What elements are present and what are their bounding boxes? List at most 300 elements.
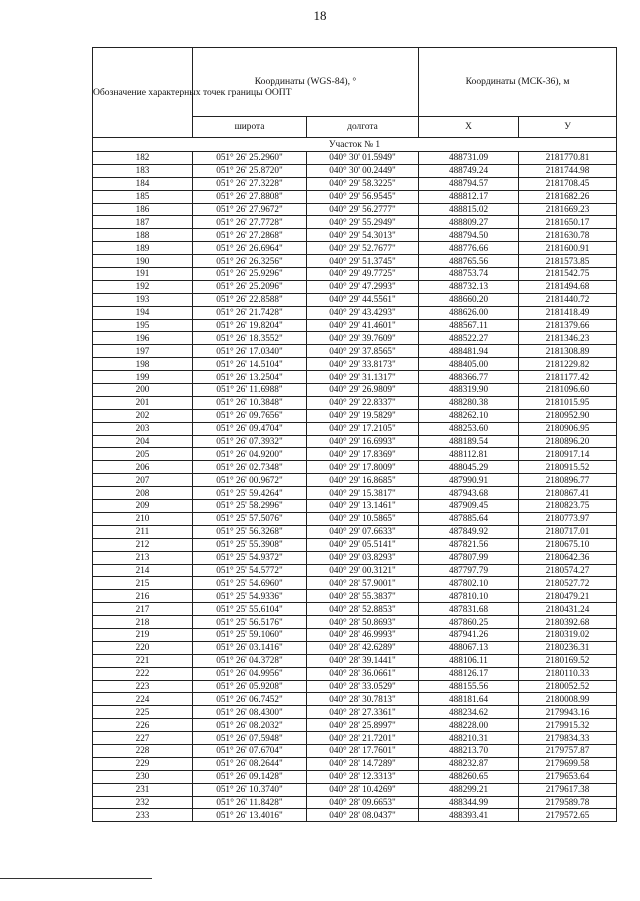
table-row xyxy=(93,152,617,165)
y-coordinate-cell: 2180896.20 xyxy=(519,435,617,448)
point-number-cell: 215 xyxy=(93,577,193,590)
longitude-cell: 040° 28' 08.0437" xyxy=(307,809,419,822)
y-coordinate-cell: 2180236.31 xyxy=(519,641,617,654)
table-row xyxy=(93,409,617,422)
y-coordinate-cell: 2180915.52 xyxy=(519,461,617,474)
y-coordinate-cell: 2180392.68 xyxy=(519,616,617,629)
x-coordinate-cell: 488234.62 xyxy=(419,706,519,719)
longitude-cell: 040° 29' 22.8337" xyxy=(307,396,419,409)
latitude-cell: 051° 26' 09.4704" xyxy=(193,422,307,435)
point-number-cell: 198 xyxy=(93,358,193,371)
latitude-cell: 051° 26' 27.8808" xyxy=(193,190,307,203)
y-coordinate-cell: 2180642.36 xyxy=(519,551,617,564)
x-coordinate-cell: 487849.92 xyxy=(419,525,519,538)
point-number-cell: 194 xyxy=(93,306,193,319)
longitude-cell: 040° 29' 00.3121" xyxy=(307,564,419,577)
table-row xyxy=(93,783,617,796)
table-row xyxy=(93,500,617,513)
latitude-cell: 051° 26' 22.8588" xyxy=(193,293,307,306)
longitude-cell: 040° 28' 39.1441" xyxy=(307,654,419,667)
table-row xyxy=(93,551,617,564)
longitude-cell: 040° 28' 12.3313" xyxy=(307,770,419,783)
header-wgs84: Координаты (WGS-84), ° xyxy=(193,48,419,117)
y-coordinate-cell: 2180110.33 xyxy=(519,667,617,680)
x-coordinate-cell: 488155.56 xyxy=(419,680,519,693)
latitude-cell: 051° 26' 13.4016" xyxy=(193,809,307,822)
latitude-cell: 051° 26' 04.9200" xyxy=(193,448,307,461)
longitude-cell: 040° 29' 56.9545" xyxy=(307,190,419,203)
longitude-cell: 040° 28' 36.0661" xyxy=(307,667,419,680)
latitude-cell: 051° 25' 54.6960" xyxy=(193,577,307,590)
x-coordinate-cell: 488765.56 xyxy=(419,255,519,268)
y-coordinate-cell: 2179757.87 xyxy=(519,744,617,757)
x-coordinate-cell: 487885.64 xyxy=(419,512,519,525)
table-row xyxy=(93,448,617,461)
table-row xyxy=(93,280,617,293)
y-coordinate-cell: 2180823.75 xyxy=(519,500,617,513)
table-row xyxy=(93,796,617,809)
longitude-cell: 040° 29' 43.4293" xyxy=(307,306,419,319)
y-coordinate-cell: 2179915.32 xyxy=(519,719,617,732)
y-coordinate-cell: 2181770.81 xyxy=(519,152,617,165)
y-coordinate-cell: 2180717.01 xyxy=(519,525,617,538)
point-number-cell: 187 xyxy=(93,216,193,229)
point-number-cell: 188 xyxy=(93,229,193,242)
table-row xyxy=(93,371,617,384)
y-coordinate-cell: 2180917.14 xyxy=(519,448,617,461)
table-row xyxy=(93,667,617,680)
table-row xyxy=(93,538,617,551)
table-row xyxy=(93,461,617,474)
x-coordinate-cell: 488344.99 xyxy=(419,796,519,809)
table-row xyxy=(93,190,617,203)
longitude-cell: 040° 29' 19.5829" xyxy=(307,409,419,422)
x-coordinate-cell: 488776.66 xyxy=(419,242,519,255)
latitude-cell: 051° 26' 09.7656" xyxy=(193,409,307,422)
x-coordinate-cell: 488794.50 xyxy=(419,229,519,242)
point-number-cell: 203 xyxy=(93,422,193,435)
point-number-cell: 200 xyxy=(93,384,193,397)
y-coordinate-cell: 2181177.42 xyxy=(519,371,617,384)
point-number-cell: 185 xyxy=(93,190,193,203)
latitude-cell: 051° 26' 07.5948" xyxy=(193,732,307,745)
longitude-cell: 040° 28' 50.8693" xyxy=(307,616,419,629)
longitude-cell: 040° 29' 05.5141" xyxy=(307,538,419,551)
table-row xyxy=(93,693,617,706)
latitude-cell: 051° 26' 05.9208" xyxy=(193,680,307,693)
x-coordinate-cell: 488210.31 xyxy=(419,732,519,745)
y-coordinate-cell: 2181600.91 xyxy=(519,242,617,255)
longitude-cell: 040° 29' 03.8293" xyxy=(307,551,419,564)
point-number-cell: 228 xyxy=(93,744,193,757)
longitude-cell: 040° 29' 37.8565" xyxy=(307,345,419,358)
point-number-cell: 208 xyxy=(93,487,193,500)
latitude-cell: 051° 26' 27.3228" xyxy=(193,177,307,190)
x-coordinate-cell: 488366.77 xyxy=(419,371,519,384)
table-row xyxy=(93,177,617,190)
table-row xyxy=(93,654,617,667)
x-coordinate-cell: 487943.68 xyxy=(419,487,519,500)
latitude-cell: 051° 26' 10.3740" xyxy=(193,783,307,796)
point-number-cell: 224 xyxy=(93,693,193,706)
latitude-cell: 051° 26' 25.8720" xyxy=(193,164,307,177)
longitude-cell: 040° 29' 47.2993" xyxy=(307,280,419,293)
point-number-cell: 216 xyxy=(93,590,193,603)
longitude-cell: 040° 29' 58.3225" xyxy=(307,177,419,190)
longitude-cell: 040° 29' 41.4601" xyxy=(307,319,419,332)
y-coordinate-cell: 2181229.82 xyxy=(519,358,617,371)
y-coordinate-cell: 2181346.23 xyxy=(519,332,617,345)
x-coordinate-cell: 488189.54 xyxy=(419,435,519,448)
x-coordinate-cell: 488753.74 xyxy=(419,268,519,281)
latitude-cell: 051° 26' 27.2868" xyxy=(193,229,307,242)
table-row xyxy=(93,564,617,577)
point-number-cell: 207 xyxy=(93,474,193,487)
x-coordinate-cell: 488481.94 xyxy=(419,345,519,358)
point-number-cell: 221 xyxy=(93,654,193,667)
point-number-cell: 209 xyxy=(93,500,193,513)
y-coordinate-cell: 2180906.95 xyxy=(519,422,617,435)
header-longitude: долгота xyxy=(307,117,419,138)
x-coordinate-cell: 487860.25 xyxy=(419,616,519,629)
table-row xyxy=(93,422,617,435)
point-number-cell: 184 xyxy=(93,177,193,190)
longitude-cell: 040° 28' 14.7289" xyxy=(307,757,419,770)
table-row xyxy=(93,216,617,229)
y-coordinate-cell: 2181379.66 xyxy=(519,319,617,332)
latitude-cell: 051° 26' 11.6988" xyxy=(193,384,307,397)
table-row xyxy=(93,319,617,332)
table-row xyxy=(93,744,617,757)
x-coordinate-cell: 488809.27 xyxy=(419,216,519,229)
footer-divider xyxy=(0,878,152,879)
x-coordinate-cell: 487821.56 xyxy=(419,538,519,551)
latitude-cell: 051° 25' 58.2996" xyxy=(193,500,307,513)
longitude-cell: 040° 28' 21.7201" xyxy=(307,732,419,745)
point-number-cell: 227 xyxy=(93,732,193,745)
latitude-cell: 051° 26' 04.3728" xyxy=(193,654,307,667)
longitude-cell: 040° 28' 17.7601" xyxy=(307,744,419,757)
x-coordinate-cell: 488112.81 xyxy=(419,448,519,461)
table-row xyxy=(93,732,617,745)
point-number-cell: 225 xyxy=(93,706,193,719)
latitude-cell: 051° 26' 19.8204" xyxy=(193,319,307,332)
coordinates-table xyxy=(92,47,617,822)
y-coordinate-cell: 2181650.17 xyxy=(519,216,617,229)
x-coordinate-cell: 487802.10 xyxy=(419,577,519,590)
table-row xyxy=(93,512,617,525)
latitude-cell: 051° 25' 54.5772" xyxy=(193,564,307,577)
latitude-cell: 051° 26' 26.3256" xyxy=(193,255,307,268)
x-coordinate-cell: 488812.17 xyxy=(419,190,519,203)
y-coordinate-cell: 2180169.52 xyxy=(519,654,617,667)
x-coordinate-cell: 488045.29 xyxy=(419,461,519,474)
y-coordinate-cell: 2181440.72 xyxy=(519,293,617,306)
y-coordinate-cell: 2181418.49 xyxy=(519,306,617,319)
y-coordinate-cell: 2181573.85 xyxy=(519,255,617,268)
latitude-cell: 051° 26' 08.4300" xyxy=(193,706,307,719)
table-row xyxy=(93,628,617,641)
x-coordinate-cell: 487990.91 xyxy=(419,474,519,487)
latitude-cell: 051° 26' 25.2096" xyxy=(193,280,307,293)
latitude-cell: 051° 26' 21.7428" xyxy=(193,306,307,319)
y-coordinate-cell: 2180574.27 xyxy=(519,564,617,577)
longitude-cell: 040° 28' 52.8853" xyxy=(307,603,419,616)
longitude-cell: 040° 28' 42.6289" xyxy=(307,641,419,654)
latitude-cell: 051° 25' 54.9372" xyxy=(193,551,307,564)
point-number-cell: 201 xyxy=(93,396,193,409)
latitude-cell: 051° 26' 10.3848" xyxy=(193,396,307,409)
longitude-cell: 040° 29' 51.3745" xyxy=(307,255,419,268)
latitude-cell: 051° 26' 17.0340" xyxy=(193,345,307,358)
point-number-cell: 186 xyxy=(93,203,193,216)
y-coordinate-cell: 2181669.23 xyxy=(519,203,617,216)
x-coordinate-cell: 488228.00 xyxy=(419,719,519,732)
latitude-cell: 051° 26' 13.2504" xyxy=(193,371,307,384)
y-coordinate-cell: 2179834.33 xyxy=(519,732,617,745)
y-coordinate-cell: 2181308.89 xyxy=(519,345,617,358)
header-point-designation: Обозначение характерных точек границы ООПТ xyxy=(93,48,193,138)
table-row xyxy=(93,358,617,371)
longitude-cell: 040° 29' 54.3013" xyxy=(307,229,419,242)
latitude-cell: 051° 26' 06.7452" xyxy=(193,693,307,706)
y-coordinate-cell: 2180052.52 xyxy=(519,680,617,693)
x-coordinate-cell: 488213.70 xyxy=(419,744,519,757)
latitude-cell: 051° 26' 02.7348" xyxy=(193,461,307,474)
point-number-cell: 196 xyxy=(93,332,193,345)
latitude-cell: 051° 26' 08.2032" xyxy=(193,719,307,732)
table-row xyxy=(93,164,617,177)
x-coordinate-cell: 488749.24 xyxy=(419,164,519,177)
point-number-cell: 197 xyxy=(93,345,193,358)
latitude-cell: 051° 25' 56.3268" xyxy=(193,525,307,538)
longitude-cell: 040° 29' 33.8173" xyxy=(307,358,419,371)
point-number-cell: 214 xyxy=(93,564,193,577)
y-coordinate-cell: 2181015.95 xyxy=(519,396,617,409)
x-coordinate-cell: 488067.13 xyxy=(419,641,519,654)
latitude-cell: 051° 25' 56.5176" xyxy=(193,616,307,629)
x-coordinate-cell: 488815.02 xyxy=(419,203,519,216)
x-coordinate-cell: 488280.38 xyxy=(419,396,519,409)
latitude-cell: 051° 26' 27.9672" xyxy=(193,203,307,216)
table-row xyxy=(93,435,617,448)
x-coordinate-cell: 487807.99 xyxy=(419,551,519,564)
table-row xyxy=(93,396,617,409)
point-number-cell: 213 xyxy=(93,551,193,564)
table-row xyxy=(93,525,617,538)
header-x: X xyxy=(419,117,519,138)
y-coordinate-cell: 2181708.45 xyxy=(519,177,617,190)
y-coordinate-cell: 2180527.72 xyxy=(519,577,617,590)
longitude-cell: 040° 29' 55.2949" xyxy=(307,216,419,229)
x-coordinate-cell: 487909.45 xyxy=(419,500,519,513)
longitude-cell: 040° 29' 16.6993" xyxy=(307,435,419,448)
table-row xyxy=(93,680,617,693)
x-coordinate-cell: 487941.26 xyxy=(419,628,519,641)
latitude-cell: 051° 25' 55.3908" xyxy=(193,538,307,551)
table-row xyxy=(93,641,617,654)
point-number-cell: 191 xyxy=(93,268,193,281)
x-coordinate-cell: 488660.20 xyxy=(419,293,519,306)
y-coordinate-cell: 2180479.21 xyxy=(519,590,617,603)
y-coordinate-cell: 2180431.24 xyxy=(519,603,617,616)
longitude-cell: 040° 29' 52.7677" xyxy=(307,242,419,255)
latitude-cell: 051° 26' 25.2960" xyxy=(193,152,307,165)
point-number-cell: 218 xyxy=(93,616,193,629)
latitude-cell: 051° 26' 07.3932" xyxy=(193,435,307,448)
x-coordinate-cell: 488794.57 xyxy=(419,177,519,190)
x-coordinate-cell: 487831.68 xyxy=(419,603,519,616)
table-row xyxy=(93,590,617,603)
latitude-cell: 051° 25' 57.5076" xyxy=(193,512,307,525)
latitude-cell: 051° 26' 07.6704" xyxy=(193,744,307,757)
latitude-cell: 051° 26' 03.1416" xyxy=(193,641,307,654)
table-row xyxy=(93,809,617,822)
x-coordinate-cell: 488731.09 xyxy=(419,152,519,165)
x-coordinate-cell: 488181.64 xyxy=(419,693,519,706)
y-coordinate-cell: 2179699.58 xyxy=(519,757,617,770)
point-number-cell: 210 xyxy=(93,512,193,525)
table-row xyxy=(93,770,617,783)
table-row xyxy=(93,293,617,306)
y-coordinate-cell: 2180896.77 xyxy=(519,474,617,487)
y-coordinate-cell: 2180952.90 xyxy=(519,409,617,422)
point-number-cell: 192 xyxy=(93,280,193,293)
longitude-cell: 040° 29' 39.7609" xyxy=(307,332,419,345)
x-coordinate-cell: 488522.27 xyxy=(419,332,519,345)
longitude-cell: 040° 29' 17.8009" xyxy=(307,461,419,474)
longitude-cell: 040° 28' 57.9001" xyxy=(307,577,419,590)
table-row xyxy=(93,577,617,590)
point-number-cell: 205 xyxy=(93,448,193,461)
table-row xyxy=(93,757,617,770)
point-number-cell: 199 xyxy=(93,371,193,384)
x-coordinate-cell: 488405.00 xyxy=(419,358,519,371)
latitude-cell: 051° 26' 09.1428" xyxy=(193,770,307,783)
x-coordinate-cell: 488626.00 xyxy=(419,306,519,319)
x-coordinate-cell: 488232.87 xyxy=(419,757,519,770)
y-coordinate-cell: 2179617.38 xyxy=(519,783,617,796)
y-coordinate-cell: 2181682.26 xyxy=(519,190,617,203)
point-number-cell: 223 xyxy=(93,680,193,693)
point-number-cell: 193 xyxy=(93,293,193,306)
header-msk36: Координаты (МСК-36), м xyxy=(419,48,617,117)
x-coordinate-cell: 488253.60 xyxy=(419,422,519,435)
x-coordinate-cell: 487810.10 xyxy=(419,590,519,603)
point-number-cell: 189 xyxy=(93,242,193,255)
x-coordinate-cell: 488126.17 xyxy=(419,667,519,680)
point-number-cell: 232 xyxy=(93,796,193,809)
latitude-cell: 051° 26' 04.9956" xyxy=(193,667,307,680)
longitude-cell: 040° 28' 30.7813" xyxy=(307,693,419,706)
point-number-cell: 182 xyxy=(93,152,193,165)
x-coordinate-cell: 488106.11 xyxy=(419,654,519,667)
table-row xyxy=(93,616,617,629)
y-coordinate-cell: 2180773.97 xyxy=(519,512,617,525)
y-coordinate-cell: 2181542.75 xyxy=(519,268,617,281)
latitude-cell: 051° 25' 54.9336" xyxy=(193,590,307,603)
longitude-cell: 040° 29' 17.2105" xyxy=(307,422,419,435)
longitude-cell: 040° 28' 27.3361" xyxy=(307,706,419,719)
longitude-cell: 040° 29' 17.8369" xyxy=(307,448,419,461)
longitude-cell: 040° 28' 46.9993" xyxy=(307,628,419,641)
y-coordinate-cell: 2179653.64 xyxy=(519,770,617,783)
y-coordinate-cell: 2179943.16 xyxy=(519,706,617,719)
longitude-cell: 040° 29' 10.5865" xyxy=(307,512,419,525)
longitude-cell: 040° 29' 07.6633" xyxy=(307,525,419,538)
y-coordinate-cell: 2180867.41 xyxy=(519,487,617,500)
longitude-cell: 040° 29' 26.9809" xyxy=(307,384,419,397)
point-number-cell: 204 xyxy=(93,435,193,448)
point-number-cell: 233 xyxy=(93,809,193,822)
x-coordinate-cell: 488299.21 xyxy=(419,783,519,796)
point-number-cell: 229 xyxy=(93,757,193,770)
x-coordinate-cell: 488732.13 xyxy=(419,280,519,293)
section-title: Участок № 1 xyxy=(93,138,617,152)
longitude-cell: 040° 29' 56.2777" xyxy=(307,203,419,216)
longitude-cell: 040° 28' 09.6653" xyxy=(307,796,419,809)
table-row xyxy=(93,603,617,616)
y-coordinate-cell: 2181494.68 xyxy=(519,280,617,293)
table-row xyxy=(93,345,617,358)
table-row xyxy=(93,719,617,732)
latitude-cell: 051° 26' 27.7728" xyxy=(193,216,307,229)
table-row xyxy=(93,255,617,268)
latitude-cell: 051° 25' 59.4264" xyxy=(193,487,307,500)
point-number-cell: 231 xyxy=(93,783,193,796)
table-row xyxy=(93,203,617,216)
point-number-cell: 190 xyxy=(93,255,193,268)
table-row xyxy=(93,229,617,242)
y-coordinate-cell: 2179589.78 xyxy=(519,796,617,809)
latitude-cell: 051° 26' 26.6964" xyxy=(193,242,307,255)
point-number-cell: 202 xyxy=(93,409,193,422)
latitude-cell: 051° 26' 11.8428" xyxy=(193,796,307,809)
point-number-cell: 212 xyxy=(93,538,193,551)
point-number-cell: 206 xyxy=(93,461,193,474)
y-coordinate-cell: 2181096.60 xyxy=(519,384,617,397)
latitude-cell: 051° 26' 18.3552" xyxy=(193,332,307,345)
table-row xyxy=(93,268,617,281)
point-number-cell: 220 xyxy=(93,641,193,654)
longitude-cell: 040° 29' 13.1461" xyxy=(307,500,419,513)
longitude-cell: 040° 29' 49.7725" xyxy=(307,268,419,281)
longitude-cell: 040° 30' 00.2449" xyxy=(307,164,419,177)
longitude-cell: 040° 28' 10.4269" xyxy=(307,783,419,796)
latitude-cell: 051° 25' 59.1060" xyxy=(193,628,307,641)
table-row xyxy=(93,487,617,500)
y-coordinate-cell: 2180008.99 xyxy=(519,693,617,706)
page-number: 18 xyxy=(313,8,327,23)
point-number-cell: 217 xyxy=(93,603,193,616)
longitude-cell: 040° 29' 15.3817" xyxy=(307,487,419,500)
longitude-cell: 040° 29' 44.5561" xyxy=(307,293,419,306)
longitude-cell: 040° 28' 25.8997" xyxy=(307,719,419,732)
y-coordinate-cell: 2181630.78 xyxy=(519,229,617,242)
x-coordinate-cell: 488319.90 xyxy=(419,384,519,397)
point-number-cell: 226 xyxy=(93,719,193,732)
latitude-cell: 051° 26' 00.9672" xyxy=(193,474,307,487)
longitude-cell: 040° 28' 33.0529" xyxy=(307,680,419,693)
point-number-cell: 222 xyxy=(93,667,193,680)
table-row xyxy=(93,332,617,345)
point-number-cell: 211 xyxy=(93,525,193,538)
x-coordinate-cell: 488393.41 xyxy=(419,809,519,822)
table-row xyxy=(93,242,617,255)
point-number-cell: 230 xyxy=(93,770,193,783)
y-coordinate-cell: 2179572.65 xyxy=(519,809,617,822)
point-number-cell: 183 xyxy=(93,164,193,177)
